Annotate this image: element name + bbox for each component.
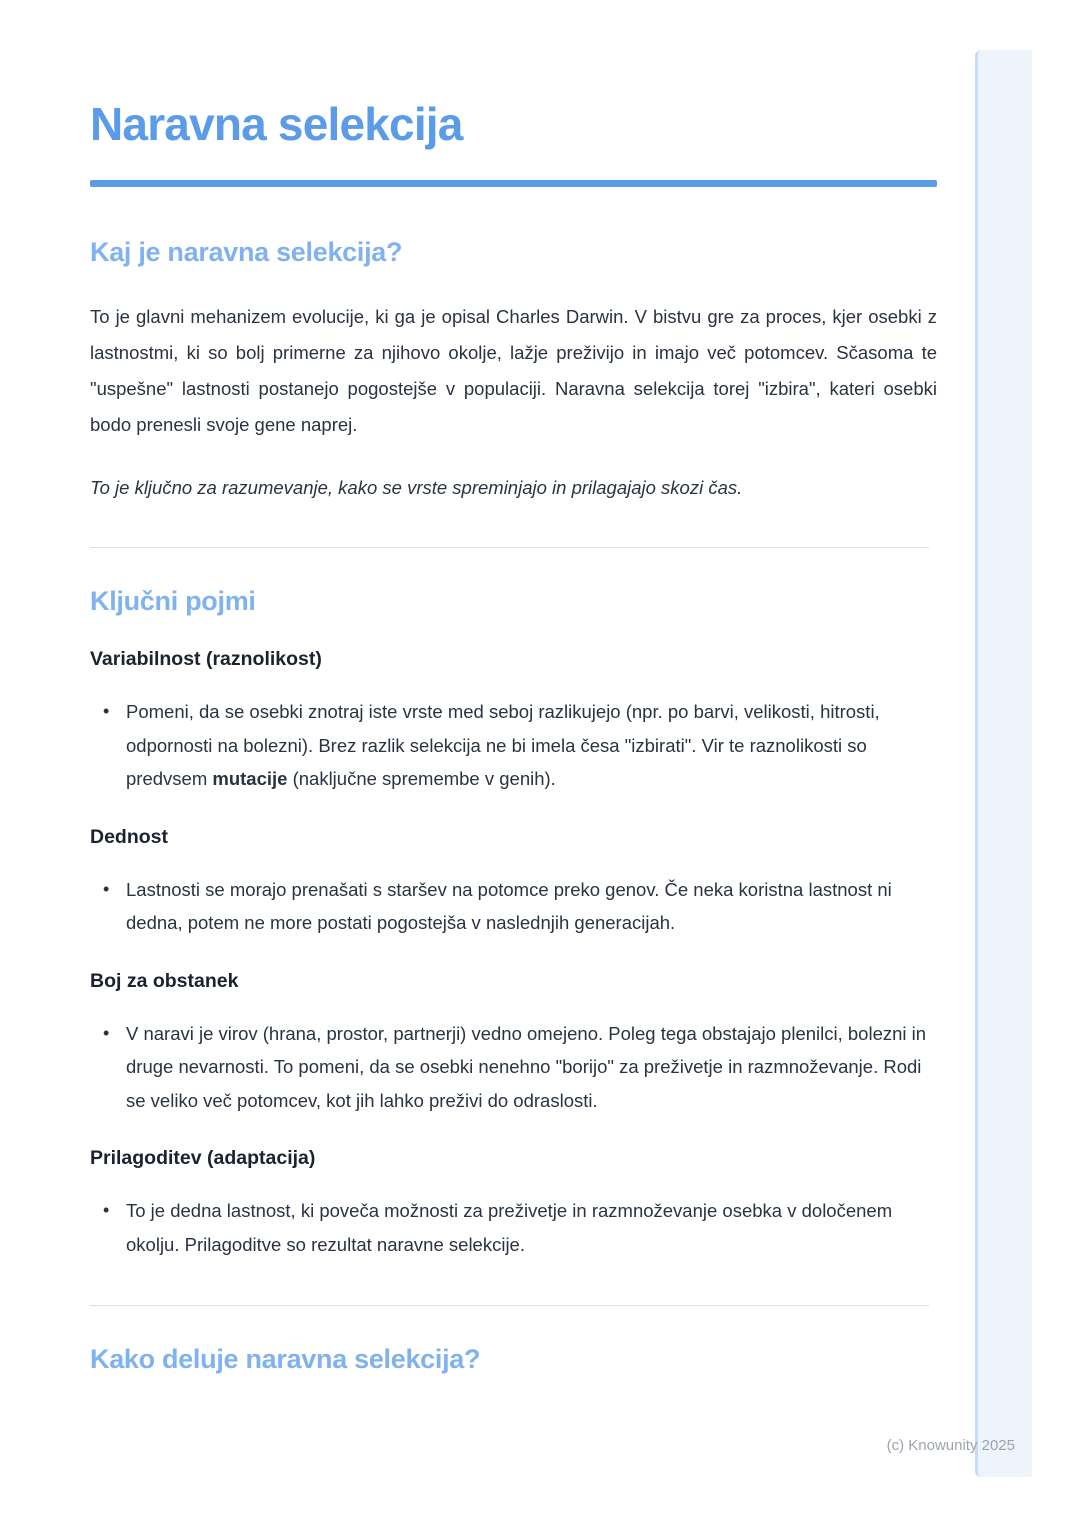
- term-list-prilagoditev: [90, 1194, 937, 1261]
- intro-note-italic: To je ključno za razumevanje, kako se vrste spreminjajo in prilagajajo skozi čas.: [90, 477, 743, 498]
- term-heading-prilagoditev: Prilagoditev (adaptacija): [90, 1147, 316, 1169]
- term-heading-variabilnost: Variabilnost (raznolikost): [90, 648, 322, 670]
- document-content: [90, 0, 937, 1406]
- term-heading-dednost: Dednost: [90, 825, 168, 848]
- list-item: [90, 695, 937, 796]
- term-heading-boj-za-obstanek: Boj za obstanek: [90, 969, 239, 992]
- list-item-text: To je dedna lastnost, ki poveča možnosti za preživetje in razmnoževanje osebka v določenem okolju. Prilagoditve so rezultat naravne selekcije.: [126, 1200, 893, 1255]
- list-item-text: V naravi je virov (hrana, prostor, partnerji) vedno omejeno. Poleg tega obstajajo plenilci, bolezni in druge nevarnosti. To pomeni, da se osebki nenehno "borijo" za preživetje in razmnoževanje. Rodi se veliko več potomcev, kot jih lahko preživi do odraslosti.: [126, 1022, 927, 1111]
- next-page-edge-strip: [975, 50, 1032, 1477]
- term-list-dednost: [90, 873, 937, 940]
- section-divider: [90, 1305, 929, 1306]
- list-item: [90, 1194, 937, 1261]
- page-title: Naravna selekcija: [90, 98, 463, 150]
- copyright-footer: (c) Knowunity 2025: [886, 1437, 1015, 1454]
- term-list-boj-za-obstanek: [90, 1017, 937, 1118]
- list-item-bold-text: mutacije: [212, 768, 288, 789]
- bullet-dot: •: [103, 878, 110, 899]
- section-heading-how: Kako deluje naravna selekcija?: [90, 1344, 481, 1374]
- list-item-text: Lastnosti se morajo prenašati s staršev na potomce preko genov. Če neka koristna lastnost ni dedna, potem ne more postati pogostejša v naslednjih generacijah.: [126, 878, 892, 933]
- term-list-variabilnost: [90, 695, 937, 796]
- title-underline-rule: [90, 180, 937, 187]
- list-item-text: Pomeni, da se osebki znotraj iste vrste med seboj razlikujejo (npr. po barvi, velikosti, hitrosti, odpornosti na bolezni). Brez razlik selekcija ne bi imela česa "izbirati". Vir te raznolikosti so predvsem: [126, 701, 880, 789]
- section-divider: [90, 547, 929, 548]
- intro-paragraph: To je glavni mehanizem evolucije, ki ga je opisal Charles Darwin. V bistvu gre za proces, kjer osebki z lastnostmi, ki so bolj primerne za njihovo okolje, lažje preživijo in imajo več potomcev. Sčasoma te "uspešne" lastnosti postanejo pogostejše v populaciji. Naravna selekcija torej "izbira", kateri osebki bodo prenesli svoje gene naprej.: [90, 306, 937, 435]
- section-heading-what: Kaj je naravna selekcija?: [90, 237, 403, 267]
- list-item-text: (naključne spremembe v genih).: [287, 768, 556, 789]
- section-heading-terms: Ključni pojmi: [90, 586, 256, 616]
- bullet-dot: •: [103, 1200, 110, 1220]
- bullet-dot: •: [103, 701, 110, 721]
- list-item: [90, 873, 937, 940]
- list-item: [90, 1017, 937, 1118]
- bullet-dot: •: [103, 1022, 110, 1043]
